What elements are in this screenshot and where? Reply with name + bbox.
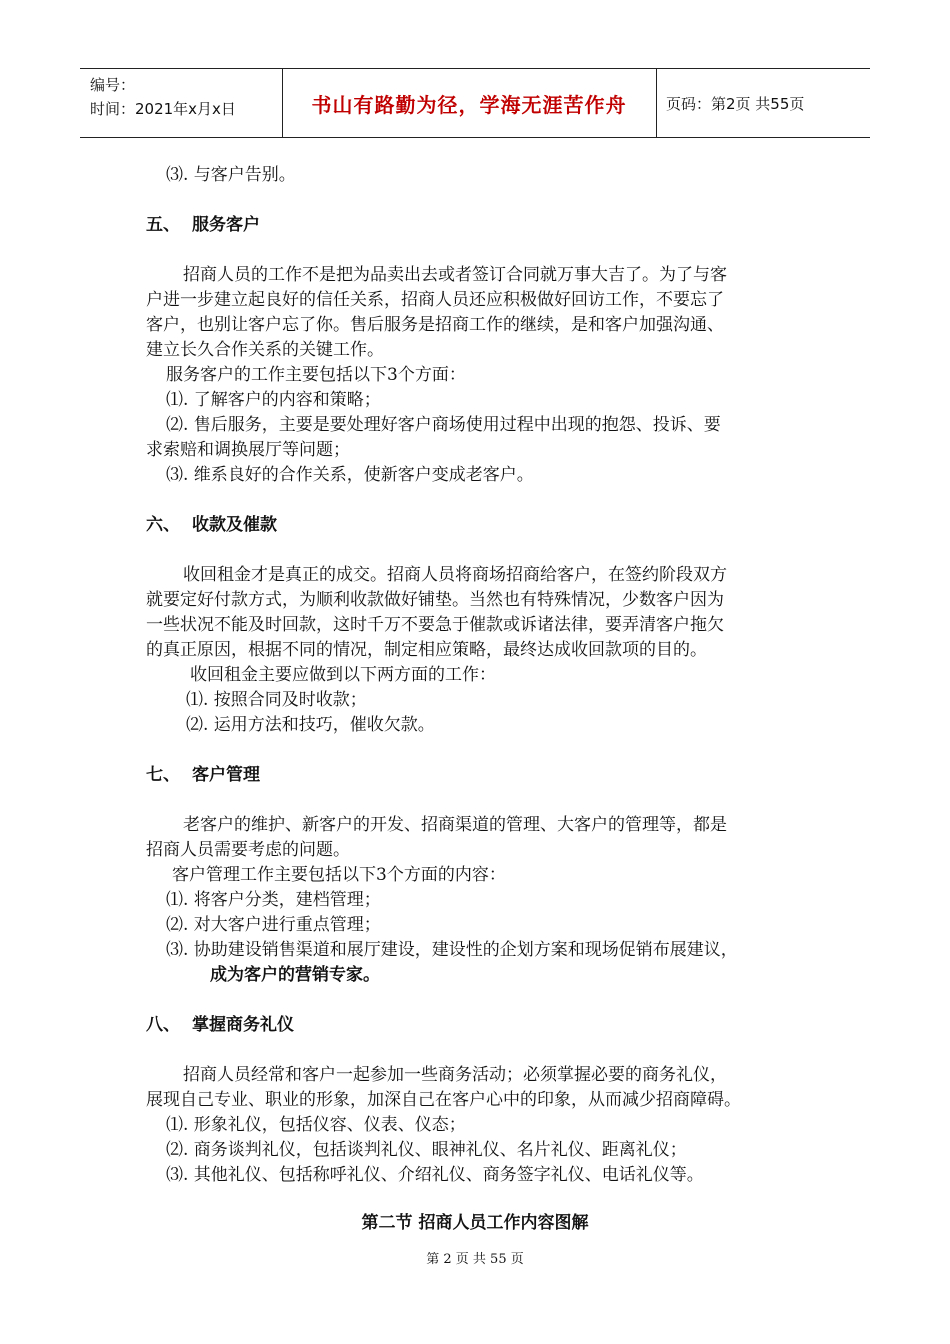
paragraph-line: 老客户的维护、新客户的开发、招商渠道的管理、大客户的管理等，都是 xyxy=(183,815,727,835)
list-item: ⑶. 维系良好的合作关系，使新客户变成老客户。 xyxy=(166,465,534,485)
paragraph-line: 展现自己专业、职业的形象，加深自己在客户心中的印象，从而减少招商障碍。 xyxy=(146,1090,741,1110)
paragraph-line: 的真正原因，根据不同的情况，制定相应策略，最终达成收回款项的目的。 xyxy=(146,640,707,660)
paragraph-line: 客户，也别让客户忘了你。售后服务是招商工作的继续，是和客户加强沟通、 xyxy=(146,315,724,335)
paragraph-line: 招商人员需要考虑的问题。 xyxy=(146,840,350,860)
list-item: ⑵. 运用方法和技巧，催收欠款。 xyxy=(186,715,435,735)
paragraph-line: 收回租金才是真正的成交。招商人员将商场招商给客户，在签约阶段双方 xyxy=(183,565,727,585)
paragraph-line: 招商人员经常和客户一起参加一些商务活动；必须掌握必要的商务礼仪， xyxy=(183,1065,727,1085)
header-meta xyxy=(90,73,236,121)
section-heading xyxy=(146,760,260,785)
list-item: ⑴. 形象礼仪，包括仪容、仪表、仪态； xyxy=(166,1115,466,1135)
header-divider xyxy=(656,69,657,137)
section-number: 七、 xyxy=(146,765,180,785)
paragraph-line: 一些状况不能及时回款，这时千万不要急于催款或诉诸法律，要弄清客户拖欠 xyxy=(146,615,724,635)
list-item: ⑴. 按照合同及时收款； xyxy=(186,690,367,710)
page-header xyxy=(80,68,870,138)
paragraph-line: 成为客户的营销专家。 xyxy=(210,965,380,985)
paragraph-line: 客户管理工作主要包括以下3个方面的内容： xyxy=(172,865,506,885)
date-label: 时间：2021年x月x日 xyxy=(90,100,236,118)
paragraph-line: 户进一步建立起良好的信任关系，招商人员还应积极做好回访工作，不要忘了 xyxy=(146,290,724,310)
section-title: 掌握商务礼仪 xyxy=(192,1015,294,1035)
section-subtitle: 第二节 招商人员工作内容图解 xyxy=(361,1213,589,1233)
section-heading xyxy=(146,1010,294,1035)
section-heading xyxy=(146,510,277,535)
list-item: ⑵. 对大客户进行重点管理； xyxy=(166,915,381,935)
list-item: ⑵. 商务谈判礼仪，包括谈判礼仪、眼神礼仪、名片礼仪、距离礼仪； xyxy=(166,1140,687,1160)
header-motto: 书山有路勤为径，学海无涯苦作舟 xyxy=(311,92,627,117)
section-title: 收款及催款 xyxy=(192,515,277,535)
section-number: 八、 xyxy=(146,1015,180,1035)
section-number: 五、 xyxy=(146,215,180,235)
list-item: ⑴. 了解客户的内容和策略； xyxy=(166,390,381,410)
header-page-info: 页码：第2页 共55页 xyxy=(666,94,805,113)
section-title: 服务客户 xyxy=(192,215,260,235)
list-item: ⑶. 与客户告别。 xyxy=(166,165,296,185)
section-title: 客户管理 xyxy=(192,765,260,785)
list-item: ⑵. 售后服务，主要是要处理好客户商场使用过程中出现的抱怨、投诉、要 xyxy=(166,415,721,435)
paragraph-line: 收回租金主要应做到以下两方面的工作： xyxy=(190,665,496,685)
list-item: ⑶. 其他礼仪、包括称呼礼仪、介绍礼仪、商务签字礼仪、电话礼仪等。 xyxy=(166,1165,704,1185)
paragraph-line: 建立长久合作关系的关键工作。 xyxy=(146,340,384,360)
section-heading xyxy=(146,210,260,235)
list-item: ⑴. 将客户分类，建档管理； xyxy=(166,890,381,910)
code-label: 编号： xyxy=(90,76,136,94)
section-number: 六、 xyxy=(146,515,180,535)
paragraph-line: 服务客户的工作主要包括以下3个方面： xyxy=(166,365,466,385)
paragraph-line: 求索赔和调换展厅等问题； xyxy=(146,440,350,460)
page-footer: 第 2 页 共 55 页 xyxy=(426,1252,524,1267)
paragraph-line: 就要定好付款方式，为顺利收款做好铺垫。当然也有特殊情况，少数客户因为 xyxy=(146,590,724,610)
paragraph-line: 招商人员的工作不是把为品卖出去或者签订合同就万事大吉了。为了与客 xyxy=(183,265,727,285)
list-item: ⑶. 协助建设销售渠道和展厅建设，建设性的企划方案和现场促销布展建议， xyxy=(166,940,738,960)
